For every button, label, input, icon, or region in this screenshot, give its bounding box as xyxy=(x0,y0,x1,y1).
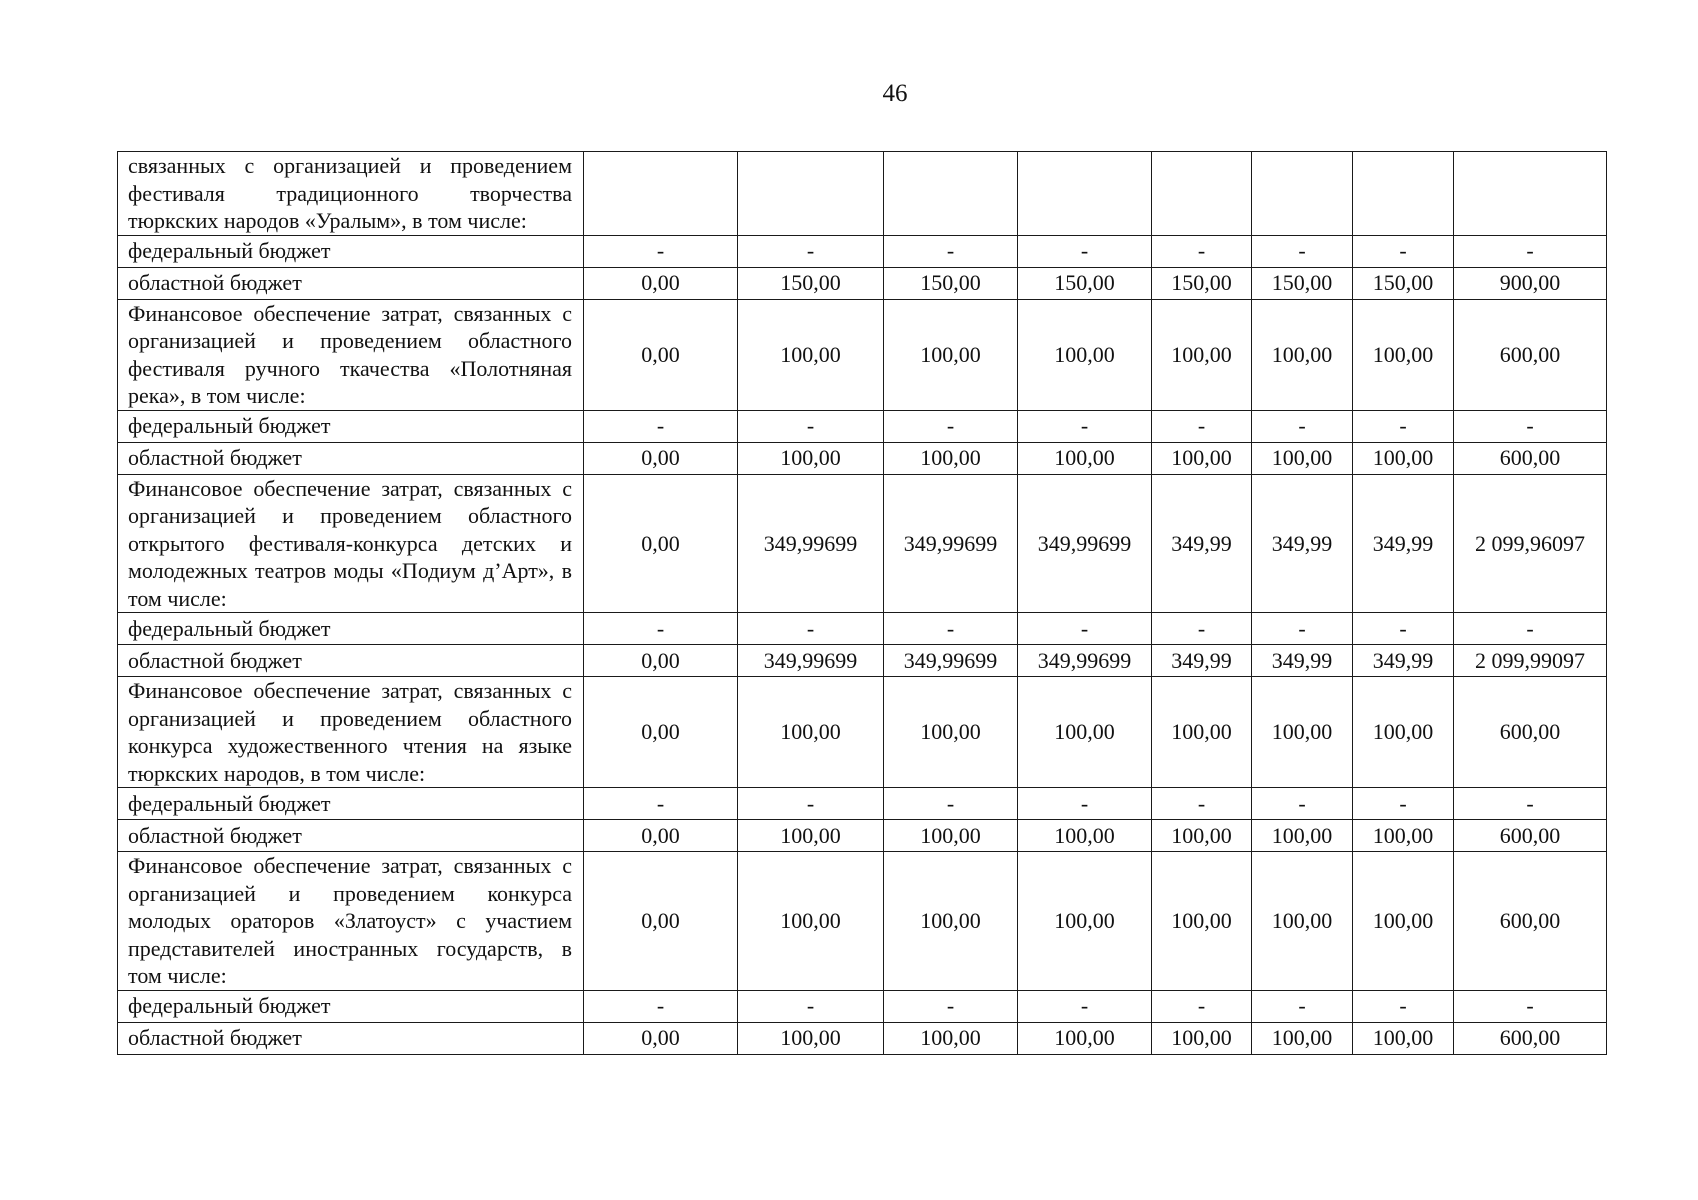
amount-cell: - xyxy=(1353,788,1454,820)
amount-cell: 100,00 xyxy=(1252,442,1353,474)
amount-cell xyxy=(738,152,884,236)
table-row-budget-line xyxy=(118,1022,1607,1054)
amount-cell: 100,00 xyxy=(884,820,1018,852)
amount-cell: - xyxy=(1252,788,1353,820)
amount-cell: 100,00 xyxy=(1353,677,1454,788)
table-row-budget-line xyxy=(118,788,1607,820)
amount-cell: 150,00 xyxy=(1152,267,1252,299)
amount-cell: 100,00 xyxy=(884,299,1018,410)
amount-cell: 349,99699 xyxy=(1018,645,1152,677)
amount-cell: - xyxy=(1152,788,1252,820)
row-description: федеральный бюджет xyxy=(118,235,584,267)
amount-cell: - xyxy=(1454,613,1607,645)
amount-cell: 0,00 xyxy=(584,852,738,991)
table-row-budget-line xyxy=(118,645,1607,677)
amount-cell xyxy=(884,152,1018,236)
amount-cell: - xyxy=(884,410,1018,442)
table-row-budget-line xyxy=(118,990,1607,1022)
amount-cell: - xyxy=(1252,410,1353,442)
amount-cell: - xyxy=(1018,613,1152,645)
amount-cell: 0,00 xyxy=(584,677,738,788)
table-row-budget-line xyxy=(118,267,1607,299)
amount-cell: 150,00 xyxy=(738,267,884,299)
table-row-item xyxy=(118,152,1607,236)
table-row-budget-line xyxy=(118,820,1607,852)
amount-cell xyxy=(584,152,738,236)
amount-cell: - xyxy=(1353,613,1454,645)
amount-cell: - xyxy=(1353,990,1454,1022)
amount-cell: - xyxy=(738,235,884,267)
amount-cell: 100,00 xyxy=(738,442,884,474)
amount-cell: 150,00 xyxy=(884,267,1018,299)
amount-cell: 0,00 xyxy=(584,442,738,474)
amount-cell: 2 099,96097 xyxy=(1454,474,1607,613)
amount-cell: 600,00 xyxy=(1454,299,1607,410)
amount-cell: 100,00 xyxy=(1152,442,1252,474)
amount-cell: 349,99 xyxy=(1353,645,1454,677)
amount-cell: - xyxy=(884,990,1018,1022)
amount-cell: 600,00 xyxy=(1454,677,1607,788)
amount-cell: 600,00 xyxy=(1454,820,1607,852)
amount-cell: 600,00 xyxy=(1454,852,1607,991)
row-description: областной бюджет xyxy=(118,442,584,474)
table-row-budget-line xyxy=(118,235,1607,267)
table-row-item xyxy=(118,677,1607,788)
amount-cell: - xyxy=(884,613,1018,645)
amount-cell: 150,00 xyxy=(1353,267,1454,299)
amount-cell: 100,00 xyxy=(1152,677,1252,788)
row-description: Финансовое обеспечение затрат, связанных с организацией и проведением конкурса молодых ораторов «Златоуст» с участием представителей иностранных государств, в том числе: xyxy=(118,852,584,991)
amount-cell: - xyxy=(584,990,738,1022)
amount-cell: - xyxy=(1018,990,1152,1022)
amount-cell: 0,00 xyxy=(584,645,738,677)
page-number: 46 xyxy=(882,80,908,107)
row-description: связанных с организацией и проведением фестиваля традиционного творчества тюркских народов «Уралым», в том числе: xyxy=(118,152,584,236)
amount-cell: 100,00 xyxy=(1252,677,1353,788)
amount-cell: 100,00 xyxy=(884,1022,1018,1054)
amount-cell: 0,00 xyxy=(584,267,738,299)
amount-cell: - xyxy=(584,788,738,820)
amount-cell: 100,00 xyxy=(1252,299,1353,410)
amount-cell: 100,00 xyxy=(1152,852,1252,991)
table-row-budget-line xyxy=(118,613,1607,645)
amount-cell: 600,00 xyxy=(1454,442,1607,474)
amount-cell: - xyxy=(1152,613,1252,645)
budget-table xyxy=(117,151,1607,1055)
amount-cell: 349,99699 xyxy=(738,645,884,677)
amount-cell: 900,00 xyxy=(1454,267,1607,299)
amount-cell: - xyxy=(1454,410,1607,442)
amount-cell: 100,00 xyxy=(884,677,1018,788)
table-row-item xyxy=(118,474,1607,613)
amount-cell: 150,00 xyxy=(1252,267,1353,299)
amount-cell: - xyxy=(884,235,1018,267)
amount-cell: - xyxy=(1018,788,1152,820)
amount-cell: 349,99 xyxy=(1252,474,1353,613)
amount-cell xyxy=(1454,152,1607,236)
amount-cell: 100,00 xyxy=(1018,299,1152,410)
amount-cell: - xyxy=(1353,235,1454,267)
amount-cell: 100,00 xyxy=(738,852,884,991)
amount-cell: 100,00 xyxy=(1353,442,1454,474)
row-description: федеральный бюджет xyxy=(118,990,584,1022)
amount-cell: - xyxy=(584,410,738,442)
row-description: федеральный бюджет xyxy=(118,788,584,820)
amount-cell: - xyxy=(1152,410,1252,442)
amount-cell xyxy=(1353,152,1454,236)
amount-cell: 349,99699 xyxy=(884,645,1018,677)
amount-cell: - xyxy=(1018,235,1152,267)
amount-cell: 0,00 xyxy=(584,474,738,613)
amount-cell: 100,00 xyxy=(738,299,884,410)
amount-cell: - xyxy=(738,410,884,442)
amount-cell: 100,00 xyxy=(1152,1022,1252,1054)
amount-cell: 100,00 xyxy=(1252,820,1353,852)
amount-cell: 100,00 xyxy=(1018,677,1152,788)
amount-cell: 100,00 xyxy=(1152,299,1252,410)
amount-cell: 100,00 xyxy=(884,442,1018,474)
row-description: федеральный бюджет xyxy=(118,410,584,442)
amount-cell: - xyxy=(1252,613,1353,645)
amount-cell: 100,00 xyxy=(884,852,1018,991)
amount-cell: 150,00 xyxy=(1018,267,1152,299)
amount-cell: 349,99699 xyxy=(738,474,884,613)
amount-cell: 100,00 xyxy=(738,677,884,788)
row-description: областной бюджет xyxy=(118,267,584,299)
amount-cell: - xyxy=(1454,788,1607,820)
budget-table-body xyxy=(118,152,1607,1055)
amount-cell: 0,00 xyxy=(584,820,738,852)
amount-cell: 100,00 xyxy=(1353,820,1454,852)
amount-cell: 100,00 xyxy=(1018,820,1152,852)
table-row-budget-line xyxy=(118,442,1607,474)
row-description: Финансовое обеспечение затрат, связанных с организацией и проведением областного открытого фестиваля-конкурса детских и молодежных театров моды «Подиум д’Арт», в том числе: xyxy=(118,474,584,613)
amount-cell: - xyxy=(1252,235,1353,267)
amount-cell: 349,99 xyxy=(1152,645,1252,677)
amount-cell: 100,00 xyxy=(1353,1022,1454,1054)
amount-cell: 600,00 xyxy=(1454,1022,1607,1054)
amount-cell: 100,00 xyxy=(1152,820,1252,852)
row-description: Финансовое обеспечение затрат, связанных с организацией и проведением областного конкурса художественного чтения на языке тюркских народов, в том числе: xyxy=(118,677,584,788)
row-description: областной бюджет xyxy=(118,820,584,852)
table-row-item xyxy=(118,299,1607,410)
amount-cell: 349,99 xyxy=(1152,474,1252,613)
amount-cell: - xyxy=(884,788,1018,820)
amount-cell: 349,99699 xyxy=(884,474,1018,613)
row-description: федеральный бюджет xyxy=(118,613,584,645)
amount-cell: 100,00 xyxy=(1252,1022,1353,1054)
amount-cell: - xyxy=(1018,410,1152,442)
amount-cell: 100,00 xyxy=(1018,442,1152,474)
amount-cell: 100,00 xyxy=(1252,852,1353,991)
amount-cell xyxy=(1152,152,1252,236)
table-row-budget-line xyxy=(118,410,1607,442)
amount-cell: 0,00 xyxy=(584,1022,738,1054)
amount-cell: - xyxy=(584,235,738,267)
amount-cell: 349,99699 xyxy=(1018,474,1152,613)
amount-cell: - xyxy=(1252,990,1353,1022)
amount-cell: 100,00 xyxy=(1018,1022,1152,1054)
amount-cell: 0,00 xyxy=(584,299,738,410)
row-description: областной бюджет xyxy=(118,1022,584,1054)
amount-cell: 349,99 xyxy=(1353,474,1454,613)
amount-cell: 2 099,99097 xyxy=(1454,645,1607,677)
amount-cell: - xyxy=(738,788,884,820)
amount-cell: 100,00 xyxy=(1018,852,1152,991)
amount-cell: - xyxy=(1152,235,1252,267)
amount-cell: 349,99 xyxy=(1252,645,1353,677)
row-description: Финансовое обеспечение затрат, связанных с организацией и проведением областного фестиваля ручного ткачества «Полотняная река», в том числе: xyxy=(118,299,584,410)
amount-cell: - xyxy=(584,613,738,645)
amount-cell: 100,00 xyxy=(738,1022,884,1054)
amount-cell: - xyxy=(1152,990,1252,1022)
amount-cell: - xyxy=(738,613,884,645)
row-description: областной бюджет xyxy=(118,645,584,677)
amount-cell: 100,00 xyxy=(738,820,884,852)
amount-cell: - xyxy=(1454,990,1607,1022)
amount-cell xyxy=(1018,152,1152,236)
amount-cell: 100,00 xyxy=(1353,852,1454,991)
amount-cell: - xyxy=(738,990,884,1022)
amount-cell: - xyxy=(1454,235,1607,267)
amount-cell: - xyxy=(1353,410,1454,442)
amount-cell xyxy=(1252,152,1353,236)
amount-cell: 100,00 xyxy=(1353,299,1454,410)
table-row-item xyxy=(118,852,1607,991)
